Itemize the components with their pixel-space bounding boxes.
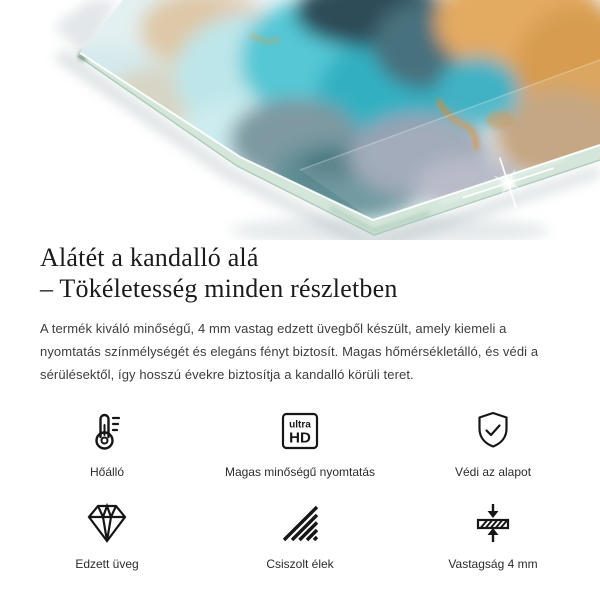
page-title [40,242,560,304]
feature-heat-resistant [40,409,174,479]
shield-check-icon [471,409,515,453]
title-line-1: Alátét a kandalló alá [40,243,259,272]
feature-label: Magas minőségű nyomtatás [224,465,376,479]
feature-label: Védi az alapot [454,465,532,479]
feature-label: Vastagság 4 mm [448,557,538,571]
title-line-2: – Tökéletesség minden részletben [40,274,398,303]
feature-tempered-glass [40,501,174,571]
svg-text:HD: HD [289,429,311,447]
feature-thickness [426,501,560,571]
feature-protects-base [426,409,560,479]
svg-text:ultra: ultra [289,419,311,431]
product-details [0,242,600,571]
features-grid [40,409,560,571]
feature-label: Hőálló [89,465,125,479]
diamond-icon [85,501,129,545]
thickness-icon [471,501,515,545]
product-description: A termék kiváló minőségű, 4 mm vastag edzett üvegből készült, amely kiemeli a nyomtatás színmélységét és elegáns fényt biztosít. Magas hőmérsékletálló, és védi a sérülésektől, így hosszú évekre biztosítja a kandalló körüli teret. [40,321,539,382]
product-image [0,0,600,240]
polished-edges-icon [278,501,322,545]
feature-label: Edzett üveg [75,557,139,571]
ultra-hd-icon [278,409,322,453]
glass-panel-illustration [0,0,600,240]
thermometer-icon [85,409,129,453]
feature-print-quality [174,409,426,479]
feature-label: Csiszolt élek [266,557,334,571]
feature-polished-edges [174,501,426,571]
